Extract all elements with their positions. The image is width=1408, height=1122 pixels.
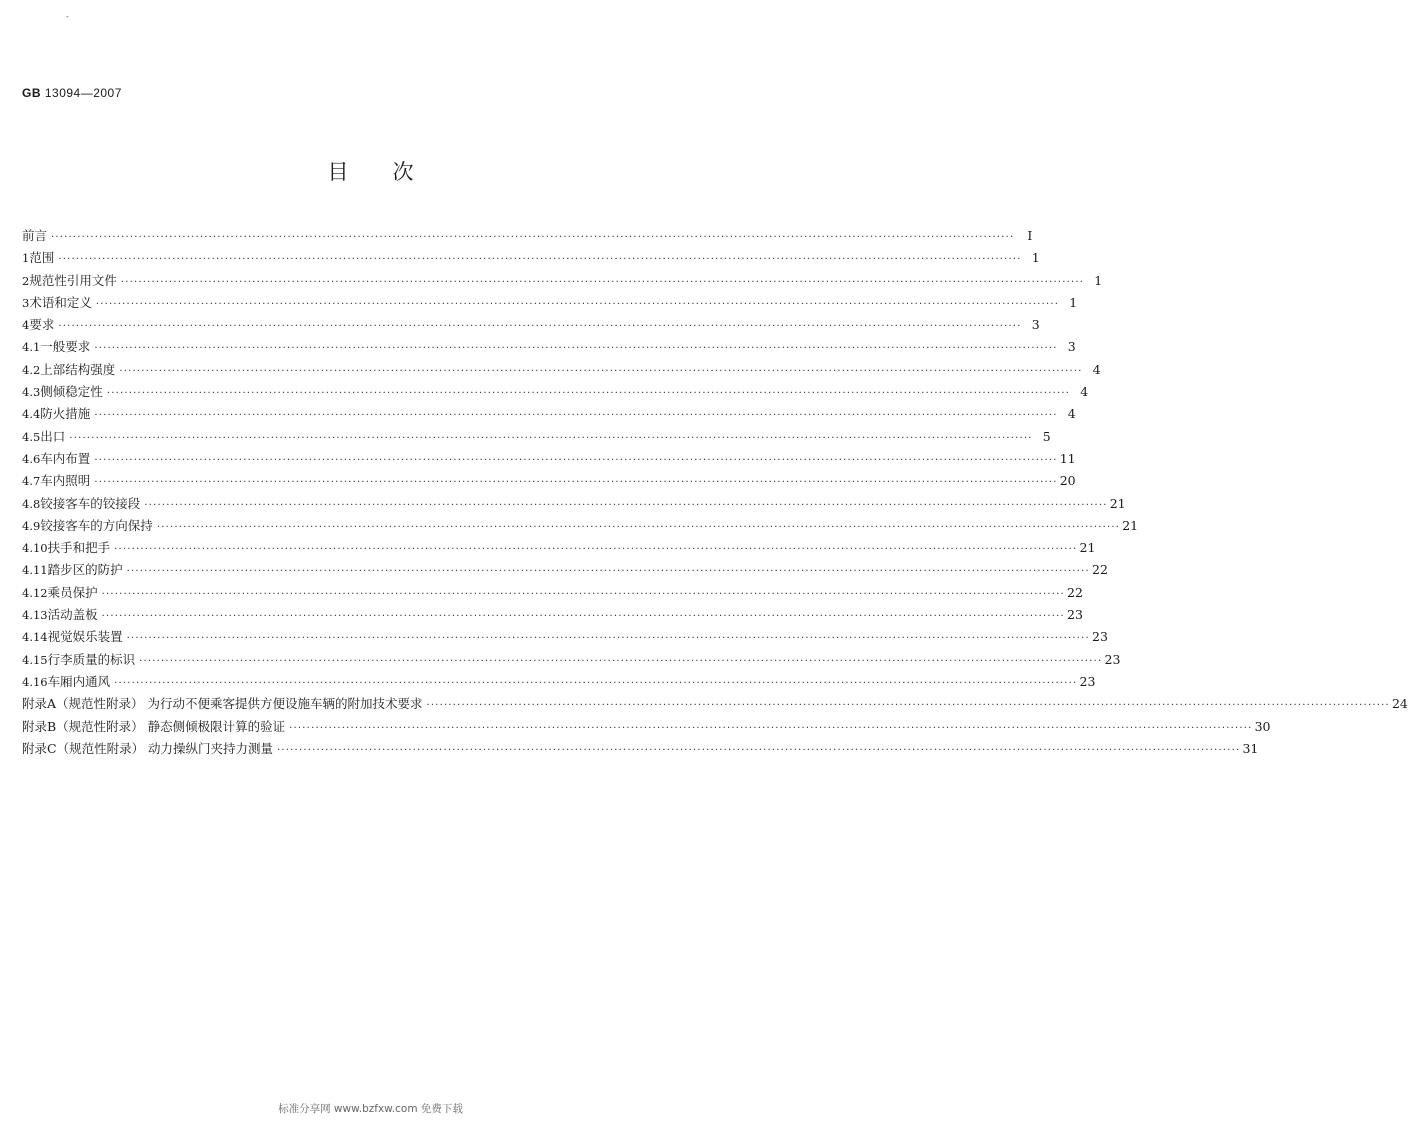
toc-entry-number: 4.16 [22, 674, 48, 689]
toc-entry[interactable] [22, 471, 1076, 493]
standard-number: 13094—2007 [44, 86, 122, 100]
toc-entry-label: 一般要求 [40, 339, 91, 355]
toc-entry-number: 4.6 [22, 451, 41, 466]
toc-entry[interactable] [22, 337, 1076, 359]
toc-entry[interactable] [22, 360, 1101, 382]
toc-entry-label: 扶手和把手 [47, 540, 111, 556]
toc-entry-page: 1 [1094, 272, 1103, 288]
toc-entry-number: 2 [22, 273, 30, 288]
toc-entry-page: 23 [1092, 629, 1108, 645]
toc-entry-page: 4 [1067, 406, 1076, 422]
toc-leader-dots: ···························································································································································································································· [94, 454, 1058, 466]
table-of-contents [22, 226, 1408, 761]
toc-entry-label: 活动盖板 [47, 607, 98, 623]
toc-entry-page: 23 [1104, 651, 1121, 667]
toc-entry-page: 22 [1067, 584, 1083, 600]
toc-entry-label: 行李质量的标识 [47, 651, 136, 667]
toc-entry-number: 4.3 [22, 385, 41, 400]
toc-entry-label: 范围 [29, 250, 55, 266]
toc-entry-label: 踏步区的防护 [47, 562, 123, 578]
toc-leader-dots: ···························································································································································································································· [144, 499, 1108, 511]
toc-entry-label: 车内布置 [40, 450, 91, 466]
toc-leader-dots: ···························································································································································································································· [51, 232, 1015, 243]
toc-leader-dots: ···························································································································································································································· [119, 365, 1083, 377]
toc-entry-label: 要求 [29, 317, 55, 333]
toc-entry-label: 乘员保护 [47, 584, 98, 600]
toc-entry[interactable] [22, 583, 1083, 605]
toc-leader-dots: ···························································································································································································································· [101, 588, 1065, 600]
toc-entry-page: 4 [1080, 384, 1089, 400]
toc-entry-page: 21 [1109, 495, 1126, 511]
toc-entry[interactable] [22, 449, 1076, 471]
toc-leader-dots: ···························································································································································································································· [94, 477, 1058, 489]
toc-entry-number: 4.1 [22, 340, 41, 355]
toc-entry-page: 20 [1059, 473, 1076, 489]
toc-entry-label: 术语和定义 [29, 294, 92, 310]
toc-entry[interactable] [22, 516, 1139, 538]
toc-entry-number: 4.10 [22, 541, 48, 556]
toc-entry-number: 4.5 [22, 429, 41, 444]
toc-entry-label: 车内照明 [40, 473, 91, 489]
toc-entry-page: 21 [1122, 517, 1139, 533]
toc-entry[interactable] [22, 538, 1096, 560]
toc-entry-page: 3 [1031, 317, 1040, 333]
toc-entry[interactable] [22, 494, 1126, 516]
toc-leader-dots: ···························································································································································································································· [114, 544, 1078, 556]
toc-leader-dots: ···························································································································································································································· [95, 298, 1060, 310]
toc-entry[interactable] [22, 427, 1051, 449]
toc-leader-dots: ···························································································································································································································· [120, 276, 1085, 288]
toc-entry[interactable] [22, 605, 1083, 627]
toc-entry-number: 4 [22, 318, 30, 333]
toc-entry-number: 4.8 [22, 496, 41, 511]
toc-entry[interactable] [22, 382, 1089, 404]
toc-entry-page: I [1027, 228, 1033, 243]
toc-entry-label: 前言 [22, 228, 48, 243]
toc-entry-number: 1 [22, 251, 30, 266]
toc-entry-label: 铰接客车的铰接段 [40, 495, 141, 511]
toc-entry-label: 侧倾稳定性 [40, 384, 103, 400]
toc-entry-page: 1 [1031, 250, 1040, 266]
toc-leader-dots: ···························································································································································································································· [69, 432, 1033, 444]
toc-entry-page: 30 [1254, 718, 1271, 734]
toc-entry[interactable] [22, 694, 1408, 716]
toc-entry-label: 视觉娱乐装置 [47, 629, 123, 645]
toc-entry-page: 3 [1067, 339, 1076, 355]
toc-leader-dots: ···························································································································································································································· [126, 566, 1090, 578]
toc-entry-page: 22 [1092, 562, 1108, 578]
toc-entry[interactable] [22, 226, 1033, 248]
toc-entry[interactable] [22, 717, 1271, 739]
toc-leader-dots: ···························································································································································································································· [114, 677, 1078, 689]
toc-leader-dots: ···························································································································································································································· [94, 410, 1058, 422]
toc-entry-label: 铰接客车的方向保持 [40, 517, 153, 533]
toc-leader-dots: ···························································································································································································································· [426, 700, 1390, 712]
page-title: 目次 [327, 160, 458, 184]
toc-entry-page: 11 [1059, 450, 1076, 466]
toc-entry-page: 1 [1069, 294, 1078, 310]
toc-leader-dots: ···························································································································································································································· [101, 611, 1065, 623]
toc-entry-page: 21 [1079, 540, 1096, 556]
toc-entry-number: 4.11 [22, 563, 48, 578]
toc-entry-page: 5 [1042, 428, 1051, 444]
toc-entry-label: 规范性引用文件 [29, 272, 117, 288]
toc-entry[interactable] [22, 293, 1078, 315]
toc-entry-label: 附录A（规范性附录） 为行动不便乘客提供方便设施车辆的附加技术要求 [22, 696, 423, 712]
toc-entry-label: 防火措施 [40, 406, 91, 422]
toc-leader-dots: ···························································································································································································································· [126, 633, 1090, 645]
standard-prefix: GB [22, 86, 41, 100]
toc-entry-number: 4.9 [22, 518, 41, 533]
toc-entry-label: 出口 [40, 428, 66, 444]
toc-leader-dots: ···························································································································································································································· [156, 521, 1121, 533]
toc-entry[interactable] [22, 672, 1096, 694]
toc-entry-label: 上部结构强度 [40, 361, 116, 377]
toc-entry-page: 23 [1067, 607, 1083, 623]
toc-entry[interactable] [22, 739, 1259, 761]
toc-leader-dots: ···························································································································································································································· [106, 388, 1071, 400]
toc-entry[interactable] [22, 315, 1040, 337]
scan-mark: - [66, 12, 69, 21]
toc-entry-number: 4.12 [22, 585, 48, 600]
toc-entry-page: 31 [1242, 740, 1259, 756]
toc-entry[interactable] [22, 248, 1040, 270]
toc-leader-dots: ···························································································································································································································· [58, 254, 1022, 266]
toc-entry-number: 4.2 [22, 362, 41, 377]
toc-leader-dots: ···························································································································································································································· [58, 321, 1022, 333]
toc-leader-dots: ···························································································································································································································· [277, 744, 1241, 756]
toc-entry[interactable] [22, 404, 1076, 426]
toc-entry-label: 附录C（规范性附录） 动力操纵门夹持力测量 [22, 740, 274, 756]
toc-entry-number: 4.4 [22, 407, 41, 422]
footer-watermark: 标准分享网 www.bzfxw.com 免费下载 [278, 1103, 463, 1115]
toc-entry-number: 3 [22, 295, 30, 310]
standard-id [22, 86, 122, 100]
toc-entry-page: 24 [1391, 696, 1408, 712]
toc-entry-page: 23 [1079, 673, 1096, 689]
toc-entry[interactable] [22, 627, 1108, 649]
toc-entry-number: 4.15 [22, 652, 48, 667]
toc-entry-label: 附录B（规范性附录） 静态侧倾极限计算的验证 [22, 718, 286, 734]
toc-entry[interactable] [22, 271, 1103, 293]
toc-entry-number: 4.14 [22, 630, 48, 645]
toc-entry-number: 4.13 [22, 608, 48, 623]
toc-entry[interactable] [22, 560, 1108, 582]
toc-entry-label: 车厢内通风 [47, 673, 111, 689]
toc-leader-dots: ···························································································································································································································· [94, 343, 1058, 355]
toc-entry-number: 4.7 [22, 474, 41, 489]
toc-entry-page: 4 [1092, 361, 1101, 377]
toc-entry[interactable] [22, 650, 1121, 672]
toc-leader-dots: ···························································································································································································································· [139, 655, 1103, 667]
toc-leader-dots: ···························································································································································································································· [289, 722, 1253, 734]
